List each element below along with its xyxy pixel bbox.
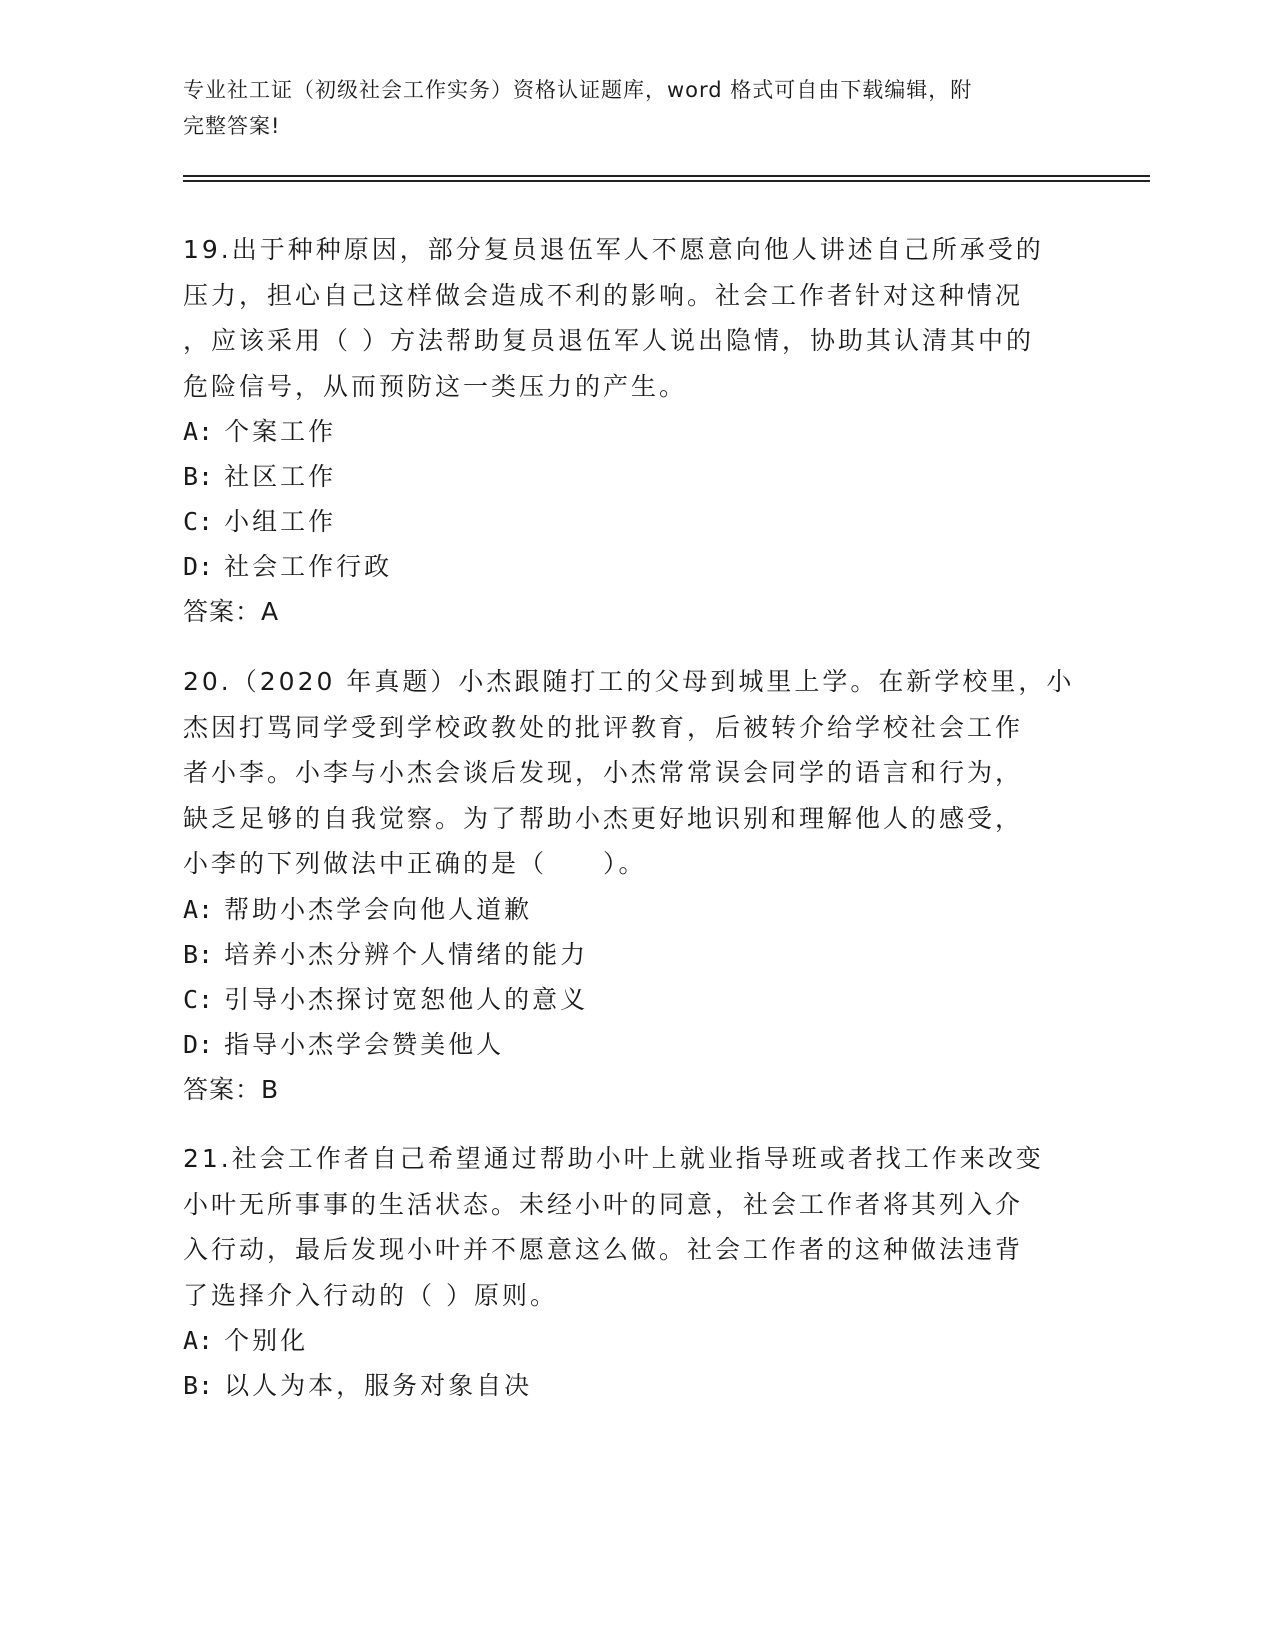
option-text: 小组工作 bbox=[224, 507, 337, 536]
question-line: 入行动，最后发现小叶并不愿意这么做。社会工作者的这种做法违背 bbox=[183, 1235, 1024, 1264]
question-21 bbox=[183, 1136, 1083, 1408]
question-line: 者小李。小李与小杰会谈后发现，小杰常常误会同学的语言和行为， bbox=[183, 758, 1024, 787]
option-letter: D: bbox=[183, 1029, 214, 1059]
header-divider-top bbox=[183, 175, 1150, 177]
question-line: 杰因打骂同学受到学校政教处的批评教育，后被转介给学校社会工作 bbox=[183, 712, 1024, 742]
document-header bbox=[183, 72, 1083, 144]
option-d bbox=[183, 544, 1083, 589]
question-line: 小叶无所事事的生活状态。未经小叶的同意，社会工作者将其列入介 bbox=[183, 1189, 1024, 1219]
option-letter: A: bbox=[183, 894, 214, 924]
question-line: 压力，担心自己这样做会造成不利的影响。社会工作者针对这种情况 bbox=[183, 280, 1024, 310]
option-text: 个别化 bbox=[224, 1326, 309, 1355]
option-c bbox=[183, 499, 1083, 544]
question-19 bbox=[183, 227, 1083, 634]
option-text: 社会工作行政 bbox=[224, 552, 393, 581]
option-letter: C: bbox=[183, 984, 214, 1014]
question-line: 21.社会工作者自己希望通过帮助小叶上就业指导班或者找工作来改变 bbox=[183, 1144, 1044, 1173]
option-text: 以人为本，服务对象自决 bbox=[224, 1371, 533, 1400]
question-line: 19.出于种种原因，部分复员退伍军人不愿意向他人讲述自己所承受的 bbox=[183, 235, 1044, 264]
option-text: 社区工作 bbox=[224, 462, 337, 491]
option-text: 指导小杰学会赞美他人 bbox=[224, 1029, 505, 1059]
answer-line: 答案：A bbox=[183, 597, 280, 626]
option-a bbox=[183, 1318, 1083, 1363]
question-line: 危险信号，从而预防这一类压力的产生。 bbox=[183, 371, 688, 401]
option-text: 引导小杰探讨宽恕他人的意义 bbox=[224, 984, 589, 1014]
question-line: 缺乏足够的自我觉察。为了帮助小杰更好地识别和理解他人的感受， bbox=[183, 803, 1024, 833]
header-line-2: 完整答案! bbox=[183, 114, 281, 138]
question-stem bbox=[183, 1136, 1083, 1318]
header-divider-bottom bbox=[183, 180, 1150, 182]
question-line: 20.（2020 年真题）小杰跟随打工的父母到城里上学。在新学校里，小 bbox=[183, 667, 1075, 696]
option-a bbox=[183, 887, 1083, 932]
option-text: 帮助小杰学会向他人道歉 bbox=[224, 894, 533, 924]
question-stem bbox=[183, 227, 1083, 409]
option-text: 个案工作 bbox=[224, 417, 337, 446]
option-letter: B: bbox=[183, 462, 214, 491]
option-letter: B: bbox=[183, 1371, 214, 1400]
option-a bbox=[183, 409, 1083, 454]
question-line: 小李的下列做法中正确的是（ ）。 bbox=[183, 849, 647, 878]
option-letter: C: bbox=[183, 507, 214, 536]
header-line-1: 专业社工证（初级社会工作实务）资格认证题库，word 格式可自由下载编辑，附 bbox=[183, 78, 973, 102]
option-letter: A: bbox=[183, 417, 214, 446]
question-stem bbox=[183, 659, 1083, 887]
option-c bbox=[183, 977, 1083, 1022]
option-b bbox=[183, 932, 1083, 977]
option-b bbox=[183, 454, 1083, 499]
option-b bbox=[183, 1363, 1083, 1408]
option-letter: B: bbox=[183, 939, 214, 969]
option-d bbox=[183, 1022, 1083, 1067]
question-line: ，应该采用（ ）方法帮助复员退伍军人说出隐情，协助其认清其中的 bbox=[183, 326, 1034, 355]
question-20 bbox=[183, 659, 1083, 1112]
option-letter: D: bbox=[183, 552, 214, 581]
answer-line: 答案：B bbox=[183, 1074, 280, 1104]
option-text: 培养小杰分辨个人情绪的能力 bbox=[224, 939, 589, 969]
question-line: 了选择介入行动的（ ）原则。 bbox=[183, 1280, 558, 1310]
option-letter: A: bbox=[183, 1326, 214, 1355]
